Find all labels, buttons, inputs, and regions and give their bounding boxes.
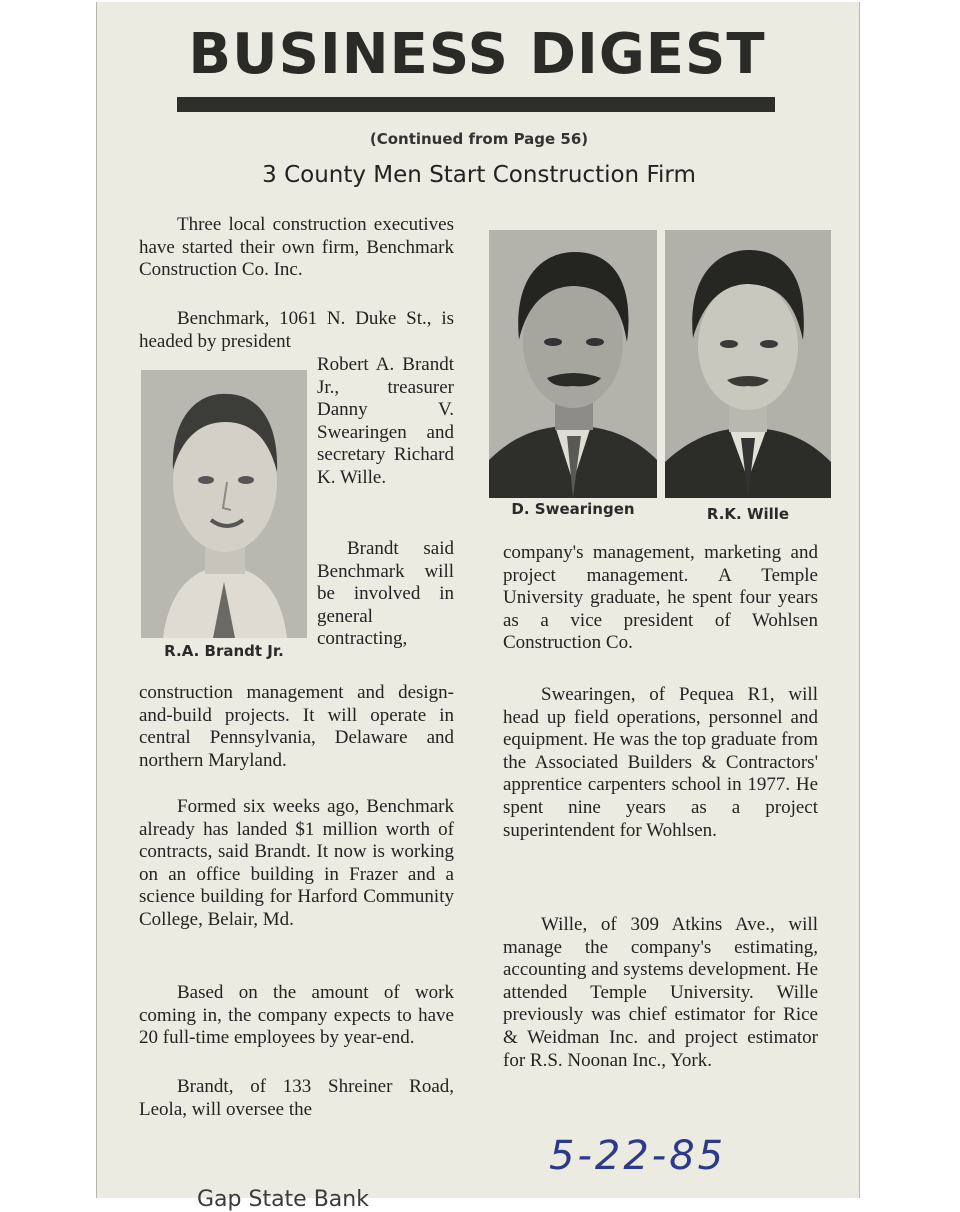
swearingen-photo <box>489 230 657 498</box>
brandt-caption: R.A. Brandt Jr. <box>164 642 284 660</box>
handwritten-date: 5-22-85 <box>549 1133 727 1179</box>
wille-caption: R.K. Wille <box>706 505 790 523</box>
left-paragraph-1: Three local construction executives have started their own firm, Benchmark Construction Co. Inc. <box>139 214 454 281</box>
left-paragraph-5: Based on the amount of work coming in, the company expects to have 20 full-time employees by year-end. <box>139 982 454 1049</box>
left-paragraph-4: Formed six weeks ago, Benchmark already has landed $1 million worth of contracts, said Brandt. It now is working on an office building in Frazer and a science building for Harford Community College, Belair, Md. <box>139 796 454 930</box>
masthead-rule <box>177 97 775 112</box>
left-paragraph-6: Brandt, of 133 Shreiner Road, Leola, will oversee the <box>139 1076 454 1120</box>
right-paragraph-2: Swearingen, of Pequea R1, will head up field operations, personnel and equipment. He was the top graduate from the Associated Builders & Contractors' apprentice carpenters school in 1977. He spent nine years as a project superintendent for Wohlsen. <box>503 684 818 841</box>
brandt-photo <box>141 370 307 638</box>
left-paragraph-3-wrapped: construction management and design-and-build projects. It will operate in central Pennsylvania, Delaware and northern Maryland. <box>139 682 454 771</box>
swearingen-caption: D. Swearingen <box>511 500 635 518</box>
article-headline: 3 County Men Start Construction Firm <box>262 162 696 188</box>
right-paragraph-3: Wille, of 309 Atkins Ave., will manage the company's estimating, accounting and systems development. He attended Temple University. Wille previously was chief estimator for Rice & Weidman Inc. and project estimator for R.S. Noonan Inc., York. <box>503 914 819 1071</box>
newspaper-clipping <box>96 2 860 1212</box>
masthead: BUSINESS DIGEST <box>188 22 766 87</box>
right-paragraph-1: company's management, marketing and project management. A Temple University graduate, he spent four years as a vice president of Wohlsen Construction Co. <box>503 542 818 654</box>
continued-note: (Continued from Page 56) <box>369 130 589 148</box>
left-paragraph-2-wrapped: Robert A. Brandt Jr., treasurer Danny V. Swearingen and secretary Richard K. Wille. <box>317 354 454 488</box>
left-paragraph-3-start: Brandt said Benchmark will be involved in general contracting, <box>317 538 454 650</box>
left-paragraph-2-start: Benchmark, 1061 N. Duke St., is headed by president <box>139 308 454 352</box>
cut-off-footer-text: Gap State Bank <box>197 1187 369 1212</box>
wille-photo <box>665 230 831 498</box>
